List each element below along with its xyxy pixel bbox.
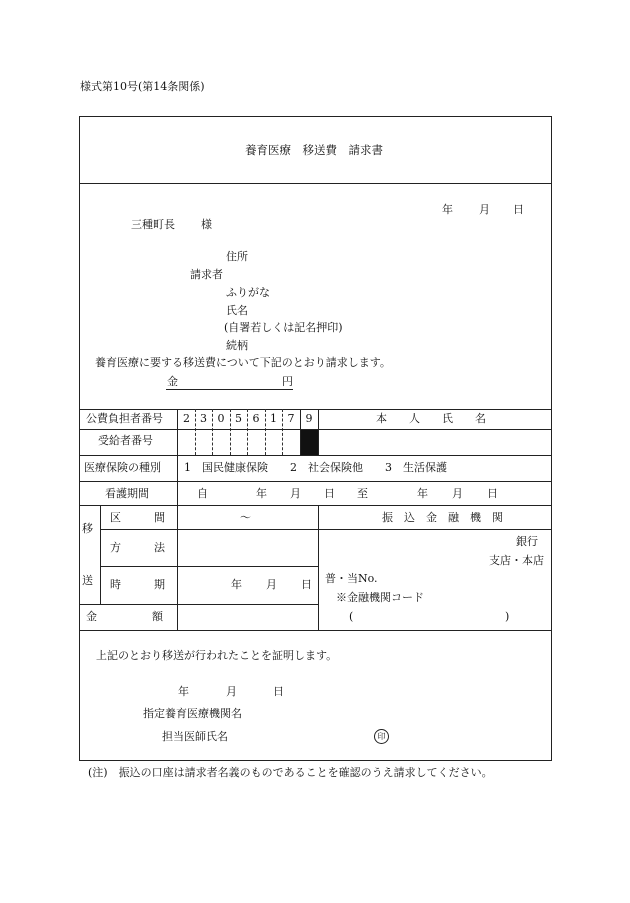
form-number: 様式第10号(第14条関係)	[80, 80, 205, 93]
timing-year: 年	[231, 578, 242, 591]
label-column-line	[177, 409, 178, 630]
claimant-label: 請求者	[190, 268, 223, 281]
furigana-label: ふりがな	[226, 286, 270, 299]
bank-code-label: ※金融機関コード	[336, 591, 424, 604]
request-statement: 養育医療に要する移送費について下記のとおり請求します。	[95, 356, 391, 369]
divider	[100, 566, 318, 567]
payer-digit: 5	[235, 412, 242, 425]
bank-suffix: 銀行	[516, 535, 538, 548]
payer-digit: 3	[200, 412, 207, 425]
divider	[79, 455, 552, 456]
amount-unit: 円	[282, 375, 293, 388]
address-label: 住所	[226, 250, 248, 263]
method-label: 方 法	[110, 541, 165, 554]
addressee-honorific: 様	[201, 218, 212, 231]
transfer-label-top: 移	[82, 522, 93, 535]
divider	[79, 409, 552, 410]
shaded-cell	[301, 430, 318, 455]
account-type: 普・当No.	[325, 572, 378, 585]
institution-label: 指定養育医療機関名	[143, 707, 242, 720]
doctor-label: 担当医師氏名	[162, 730, 228, 743]
payer-digit: 0	[217, 412, 225, 425]
cert-month-label: 月	[226, 685, 237, 698]
care-period-label: 看護期間	[105, 487, 149, 500]
digit-area-right-line	[318, 409, 319, 455]
care-period-month: 月	[290, 487, 301, 500]
date-month-label: 月	[479, 203, 490, 216]
care-period-year: 年	[417, 487, 428, 500]
transfer-label-bottom: 送	[82, 574, 93, 587]
divider	[79, 604, 318, 605]
date-day-label: 日	[513, 203, 524, 216]
care-period-day: 日	[487, 487, 498, 500]
timing-label: 時 期	[110, 578, 165, 591]
timing-month: 月	[266, 578, 277, 591]
relation-label: 続柄	[226, 339, 248, 352]
amount-prefix: 金	[167, 375, 178, 388]
branch-suffix: 支店・本店	[489, 554, 544, 567]
bank-code-paren-close: )	[505, 610, 510, 623]
insurance-options: 1 国民健康保険 2 社会保険他 3 生活保護	[184, 461, 447, 474]
divider	[79, 481, 552, 482]
timing-day: 日	[301, 578, 312, 591]
patient-name-header: 本 人 氏 名	[376, 412, 486, 425]
care-period-day: 日	[324, 487, 335, 500]
bank-column-line	[318, 505, 319, 630]
section-value: ～	[240, 511, 251, 524]
payer-digit: 7	[287, 412, 295, 425]
bank-header: 振 込 金 融 機 関	[382, 511, 503, 524]
care-period-to: 至	[357, 487, 368, 500]
addressee-name: 三種町長	[131, 218, 175, 231]
divider	[79, 630, 552, 631]
insurance-type-label: 医療保険の種別	[84, 461, 161, 474]
section-label: 区 間	[110, 511, 165, 524]
bank-code-paren-open: (	[349, 610, 354, 623]
payer-digit: 2	[183, 412, 190, 425]
cert-day-label: 日	[273, 685, 284, 698]
care-period-from: 自	[197, 487, 208, 500]
seal-mark: 印	[374, 729, 389, 744]
care-period-month: 月	[452, 487, 463, 500]
date-year-label: 年	[442, 203, 453, 216]
payer-digit: 1	[270, 412, 277, 425]
name-label: 氏名	[226, 304, 248, 317]
divider	[79, 183, 552, 184]
payer-digit: 6	[252, 412, 260, 425]
divider	[79, 505, 552, 506]
footnote: (注) 振込の口座は請求者名義のものであることを確認のうえ請求してください。	[88, 766, 493, 779]
total-amount-label: 金 額	[86, 610, 163, 623]
cert-year-label: 年	[178, 685, 189, 698]
recipient-number-label: 受給者番号	[98, 434, 153, 447]
divider	[100, 529, 552, 530]
form-title: 養育医療 移送費 請求書	[245, 143, 383, 157]
care-period-year: 年	[256, 487, 267, 500]
certification-statement: 上記のとおり移送が行われたことを証明します。	[96, 649, 338, 662]
amount-underline	[166, 389, 293, 390]
payer-number-label: 公費負担者番号	[86, 412, 163, 425]
signature-note: (自署若しくは記名押印)	[224, 321, 343, 334]
payer-digit: 9	[305, 412, 313, 425]
transfer-label-line	[100, 505, 101, 604]
